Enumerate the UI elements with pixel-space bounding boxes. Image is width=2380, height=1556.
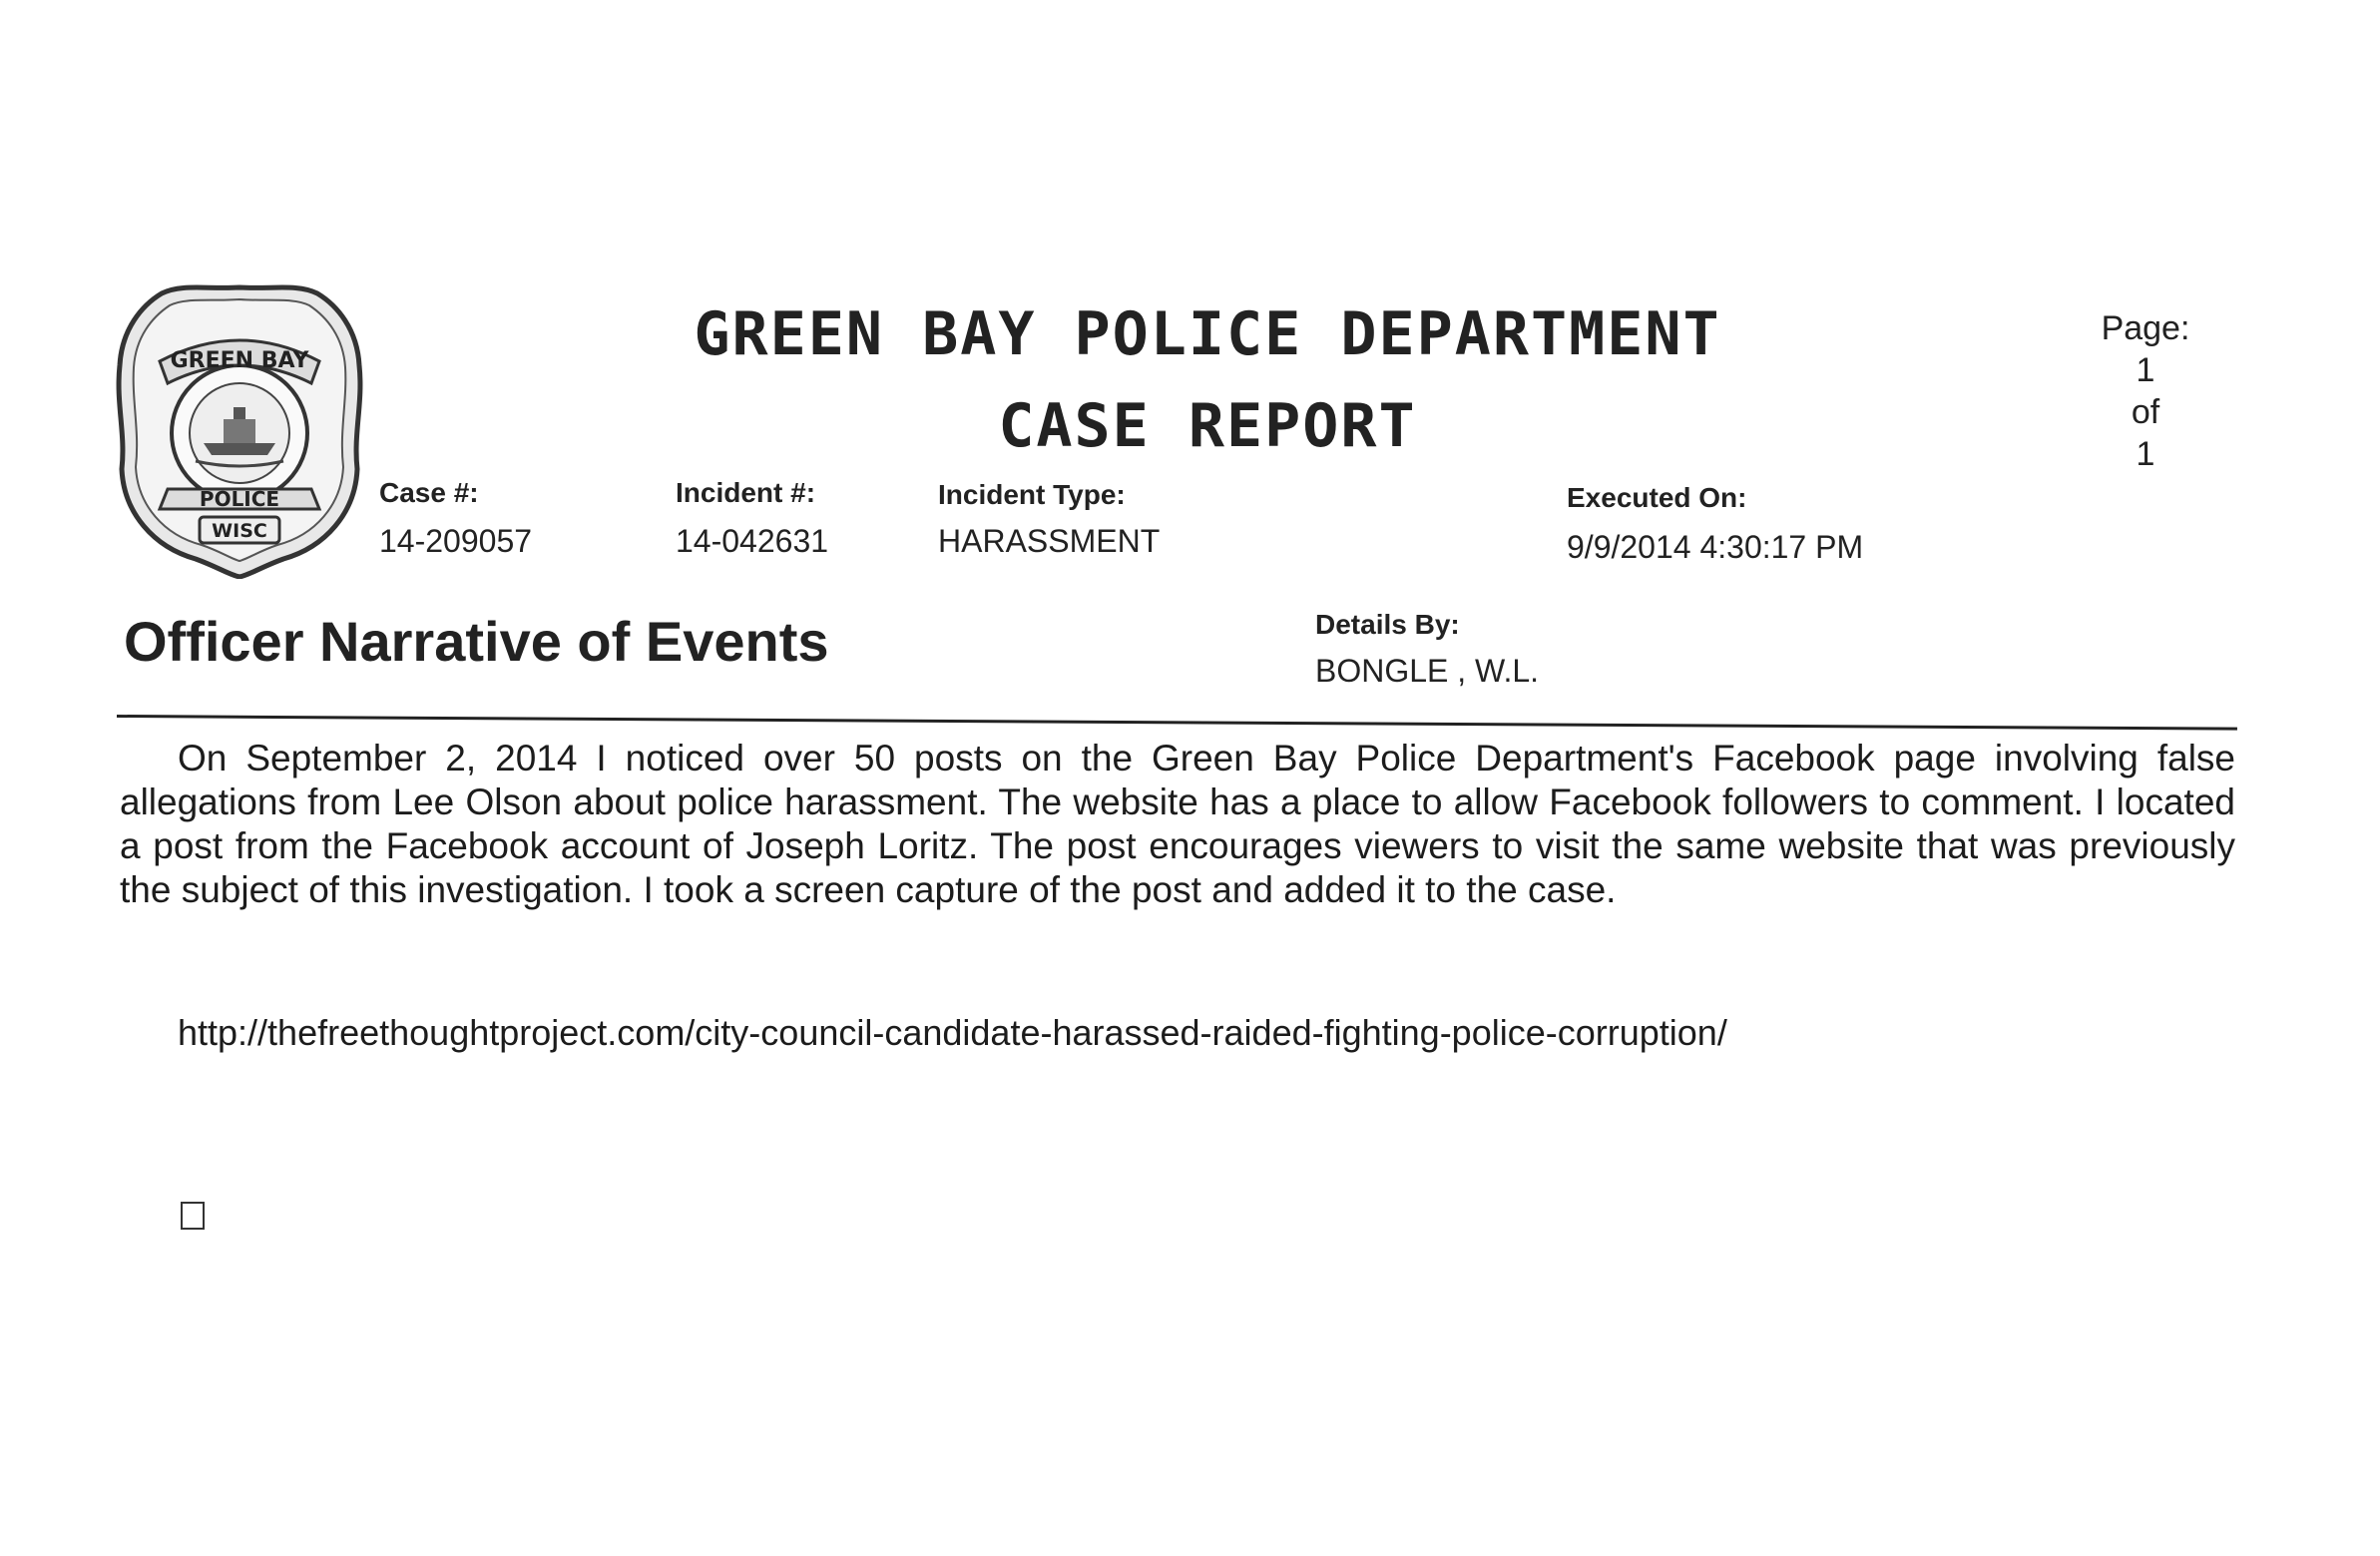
- executed-on-value: 9/9/2014 4:30:17 PM: [1567, 529, 1864, 565]
- badge-bottom-text: WISC: [212, 520, 267, 542]
- reference-url: http://thefreethoughtproject.com/city-council-candidate-harassed-raided-fighting-police-corruption/: [178, 1012, 1727, 1053]
- report-title: CASE REPORT: [998, 391, 1417, 461]
- details-by-value: BONGLE , W.L.: [1315, 653, 1540, 689]
- department-title: GREEN BAY POLICE DEPARTMENT: [694, 299, 1721, 369]
- page-current: 1: [2136, 351, 2155, 389]
- page-label: Page:: [2101, 309, 2190, 347]
- case-number-value: 14-209057: [379, 523, 533, 559]
- narrative-heading: Officer Narrative of Events: [124, 610, 829, 673]
- details-by-label: Details By:: [1315, 609, 1460, 640]
- incident-type-label: Incident Type:: [938, 479, 1126, 510]
- empty-checkbox: [181, 1202, 205, 1230]
- page-counter: [2076, 307, 2215, 475]
- badge-middle-text: POLICE: [199, 487, 280, 511]
- badge-top-text: GREEN BAY: [170, 348, 309, 373]
- section-divider: [117, 715, 2237, 731]
- executed-on-label: Executed On:: [1567, 482, 1747, 513]
- narrative-body: On September 2, 2014 I noticed over 50 posts on the Green Bay Police Department's Facebook page involving false allegations from Lee Olson about police harassment. The website has a place to allow Facebook followers to comment. I located a post from the Facebook account of Joseph Loritz. The post encourages viewers to visit the same website that was previously the subject of this investigation. I took a screen capture of the post and added it to the case.: [120, 738, 2235, 910]
- case-number-label: Case #:: [379, 477, 479, 508]
- incident-type-value: HARASSMENT: [938, 523, 1161, 559]
- incident-number-value: 14-042631: [676, 523, 829, 559]
- page-total: 1: [2136, 435, 2155, 473]
- page-of-label: of: [2131, 393, 2160, 431]
- police-badge-icon: [112, 283, 367, 579]
- incident-number-label: Incident #:: [676, 477, 816, 508]
